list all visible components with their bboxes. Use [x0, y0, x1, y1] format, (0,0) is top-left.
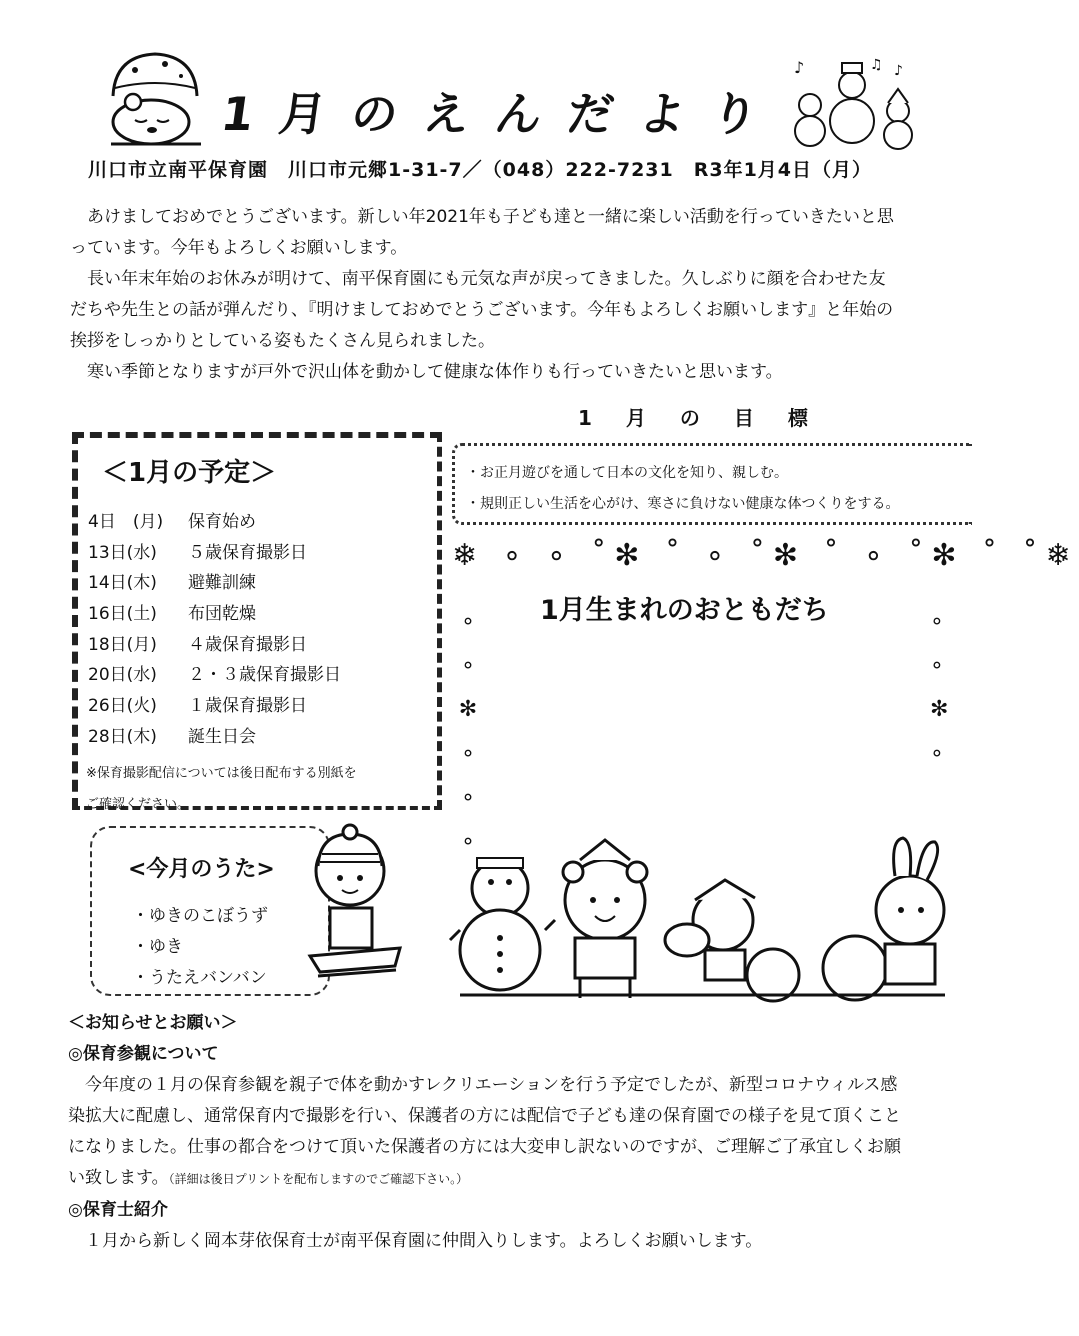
- notice-title: ◎保育参観について: [68, 1044, 219, 1064]
- snowmen-illustration: [790, 55, 920, 150]
- schedule-item: [88, 538, 428, 569]
- schedule-note-line: ※保育撮影配信については後日配布する別紙を: [86, 766, 357, 781]
- schedule-item: [88, 722, 428, 753]
- goals-list: [466, 458, 899, 520]
- notices-heading: ＜お知らせとお願い＞: [68, 1013, 238, 1033]
- schedule-item: [88, 507, 428, 538]
- schedule-title: ＜1月の予定＞: [102, 458, 277, 488]
- song-item: ・うたえバンバン: [132, 968, 267, 988]
- schedule-event: 保育始め: [188, 512, 256, 532]
- schedule-date: 13日(水): [88, 542, 157, 563]
- song-title: <今月のうた>: [128, 857, 275, 882]
- notice-body: １月から新しく岡本芽依保育士が南平保育園に仲間入りします。よろしくお願いします。: [85, 1231, 763, 1251]
- svg-text:♫: ♫: [870, 57, 883, 73]
- page-title: 1月のえんだより: [217, 87, 788, 141]
- intro-paragraph: あけましておめでとうございます。新しい年2021年も子ども達と一緒に楽しい活動を行っていきたいと思っています。今年もよろしくお願いします。: [70, 207, 894, 258]
- notice-text: 今年度の１月の保育参観を親子で体を動かすレクリエーションを行う予定でしたが、新型コロナウィルス感染拡大に配慮し、通常保育内で撮影を行い、保護者の方には配信で子ども達の保育園での様子を見て頂くことになりました。仕事の都合をつけて頂いた保護者の方には大変申し訳ないのですが、ご理解ご了承宜しくお願い致します。: [68, 1075, 901, 1188]
- schedule-date: 4日 (月): [88, 512, 164, 532]
- sleeping-bear-illustration: [105, 48, 205, 148]
- schedule-item: [88, 599, 428, 630]
- schedule-date: 26日(火): [88, 696, 157, 717]
- notice-title: ◎保育士紹介: [68, 1200, 168, 1220]
- schedule-item: [88, 630, 428, 661]
- intro-text: [70, 202, 900, 388]
- schedule-date: 14日(木): [88, 573, 157, 594]
- snow-friends-illustration: [455, 830, 945, 1010]
- snowflake-border: ∘ ∘ ✻ ∘ ∘ ∘: [458, 609, 478, 854]
- birthday-title: 1月生まれのおともだち: [540, 595, 829, 626]
- schedule-event: ２・３歳保育撮影日: [188, 665, 341, 686]
- schedule-event: ５歳保育撮影日: [188, 542, 307, 563]
- schedule-item: [88, 691, 428, 722]
- goal-item: ・お正月遊びを通して日本の文化を知り、親しむ。: [466, 465, 788, 481]
- schedule-item: [88, 660, 428, 691]
- notices-section: [68, 1008, 908, 1257]
- song-item: ・ゆき: [132, 937, 183, 957]
- snowflake-border: ∘ ∘ ✻ ∘: [930, 609, 949, 766]
- child-sled-illustration: [300, 826, 410, 991]
- notice-small-text: （詳細は後日プリントを配布しますのでご確認下さい。）: [168, 1172, 469, 1186]
- schedule-date: 16日(土): [88, 604, 157, 625]
- schedule-list: [88, 507, 428, 753]
- schedule-event: 布団乾燥: [188, 604, 256, 625]
- svg-text:♪: ♪: [794, 58, 805, 77]
- schedule-date: 20日(水): [88, 665, 157, 686]
- schedule-event: １歳保育撮影日: [188, 696, 307, 717]
- schedule-note: [86, 758, 416, 820]
- schedule-item: [88, 568, 428, 599]
- schedule-event: ４歳保育撮影日: [188, 634, 307, 655]
- schedule-date: 28日(木): [88, 726, 157, 747]
- schedule-event: 避難訓練: [188, 573, 256, 594]
- notice-body: [68, 1070, 908, 1195]
- intro-paragraph: 長い年末年始のお休みが明けて、南平保育園にも元気な声が戻ってきました。久しぶりに顔を合わせた友だちや先生との話が弾んだり、『明けましておめでとうございます。今年もよろしくお願いします』と年始の挨拶をしっかりとしている姿もたくさん見られました。: [70, 269, 894, 351]
- goals-heading: 1月の目標: [578, 406, 842, 430]
- schedule-date: 18日(月): [88, 634, 157, 655]
- header-info: 川口市立南平保育園 川口市元郷1-31-7／（048）222-7231 R3年1月4日（月）: [88, 159, 873, 181]
- song-list: [132, 901, 268, 994]
- schedule-event: 誕生日会: [188, 726, 256, 747]
- svg-text:♪: ♪: [894, 63, 903, 79]
- snowflake-border: ❄ ∘ ∘ ˚✻ ˚ ∘ ˚✻ ˚ ∘ ˚✻ ˚ ˚❄: [452, 538, 1079, 573]
- goal-item: ・規則正しい生活を心がけ、寒さに負けない健康な体つくりをする。: [466, 496, 900, 512]
- schedule-note-line: ご確認ください。: [86, 797, 191, 812]
- intro-paragraph: 寒い季節となりますが戸外で沢山体を動かして健康な体作りも行っていきたいと思います。: [87, 362, 783, 382]
- song-item: ・ゆきのこぼうず: [132, 906, 268, 926]
